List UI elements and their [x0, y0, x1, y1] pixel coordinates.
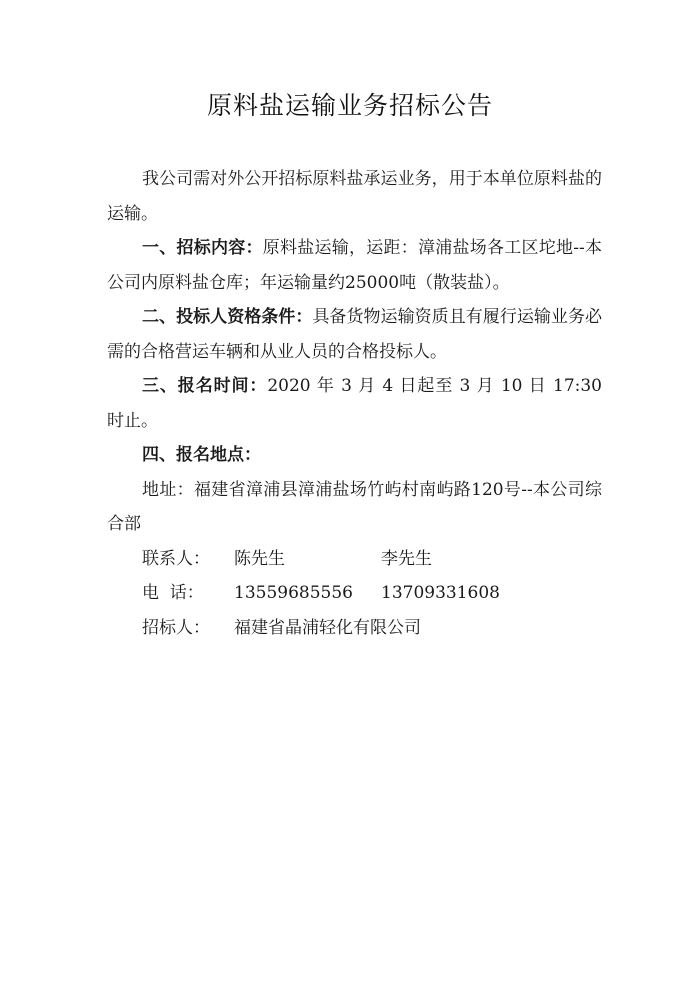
tenderer-label: 招标人： [142, 617, 210, 638]
section-heading-registration-place: 四、报名地点： [142, 445, 261, 465]
phones-label: 电 话： [142, 583, 204, 603]
section-registration-time [107, 369, 602, 438]
document-body [107, 162, 602, 645]
section-content [107, 231, 602, 300]
section-text-registration-time: 2020 年 3 月 4 日起至 3 月 10 日 17:30 时止。 [107, 376, 603, 431]
section-heading-registration-time: 三、报名时间： [142, 376, 268, 396]
section-text-qualification: 具备货物运输资质且有履行运输业务必需的合格营运车辆和从业人员的合格投标人。 [107, 307, 603, 362]
intro-paragraph: 我公司需对外公开招标原料盐承运业务，用于本单位原料盐的运输。 [107, 169, 602, 224]
address-paragraph [107, 473, 602, 542]
section-heading-content: 一、招标内容： [142, 238, 263, 258]
contact-person-1: 陈先生 [234, 548, 285, 569]
tenderer-row [107, 611, 602, 646]
contacts-label: 联系人： [142, 548, 210, 569]
section-registration-place [107, 438, 602, 473]
tenderer-value: 福建省晶浦轻化有限公司 [234, 617, 421, 638]
phone-number-2: 13709331608 [381, 583, 500, 603]
section-text-content: 原料盐运输，运距：漳浦盐场各工区坨地--本公司内原料盐仓库；年运输量约25000吨（散装盐）。 [107, 238, 602, 293]
contact-person-2: 李先生 [381, 548, 432, 569]
address-label: 地址： [142, 479, 194, 500]
phone-number-1: 13559685556 [234, 583, 353, 603]
document-title: 原料盐运输业务招标公告 [206, 91, 493, 120]
address-value: 福建省漳浦县漳浦盐场竹屿村南屿路120号--本公司综合部 [107, 479, 602, 534]
phones-row [107, 576, 602, 611]
contacts-row [107, 542, 602, 577]
section-qualification [107, 300, 602, 369]
section-heading-qualification: 二、投标人资格条件： [142, 307, 313, 327]
